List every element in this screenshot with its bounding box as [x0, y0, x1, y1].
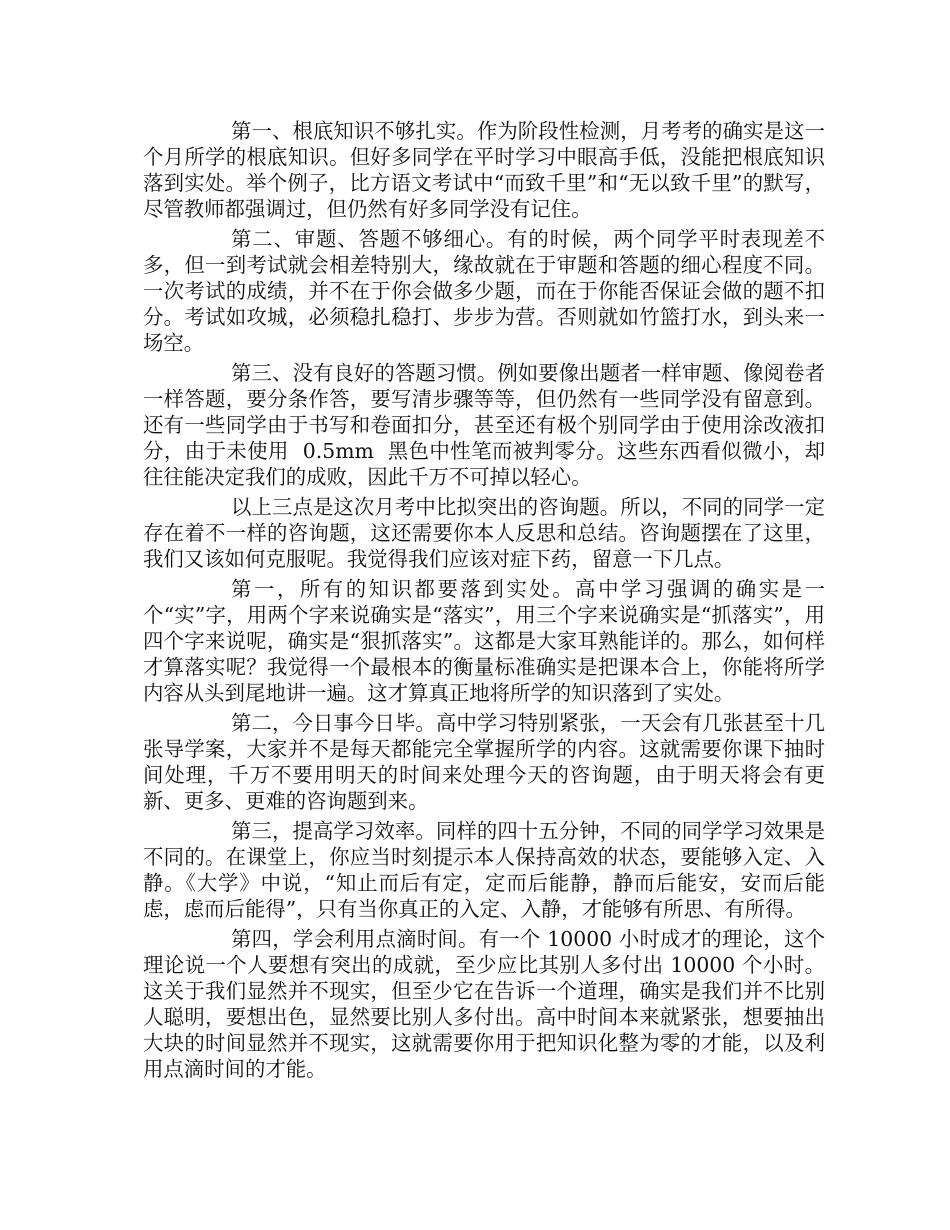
- paragraph-5: 第一，所有的知识都要落到实处。高中学习强调的确实是一个“实”字，用两个字来说确实是“落实”，用三个字来说确实是“抓落实”，用四个字来说呢，确实是“狠抓落实”。这都是大家耳熟能详的。那么，如何样才算落实呢？我觉得一个最根本的衡量标准确实是把课本合上，你能将所学内容从头到尾地讲一遍。这才算真正地将所学的知识落到了实处。: [143, 577, 825, 705]
- paragraph-7: 第三，提高学习效率。同样的四十五分钟，不同的同学学习效果是不同的。在课堂上，你应当时刻提示本人保持高效的状态，要能够入定、入静。《大学》中说，“知止而后有定，定而后能静，静而后能安，安而后能虑，虑而后能得”，只有当你真正的入定、入静，才能够有所思、有所得。: [143, 819, 825, 921]
- paragraph-2: 第二、审题、答题不够细心。有的时候，两个同学平时表现差不多，但一到考试就会相差特别大，缘故就在于审题和答题的细心程度不同。一次考试的成绩，并不在于你会做多少题，而在于你能否保证会做的题不扣分。考试如攻城，必须稳扎稳打、步步为营。否则就如竹篮打水，到头来一场空。: [143, 227, 825, 355]
- paragraph-3: 第三、没有良好的答题习惯。例如要像出题者一样审题、像阅卷者一样答题，要分条作答，要写清步骤等等，但仍然有一些同学没有留意到。还有一些同学由于书写和卷面扣分，甚至还有极个别同学由于使用涂改液扣分，由于未使用 0.5mm 黑色中性笔而被判零分。这些东西看似微小，却往往能决定我们的成败，因此千万不可掉以轻心。: [143, 361, 825, 489]
- paragraph-4: 以上三点是这次月考中比拟突出的咨询题。所以，不同的同学一定存在着不一样的咨询题，这还需要你本人反思和总结。咨询题摆在了这里，我们又该如何克服呢。我觉得我们应该对症下药，留意一下几点。: [143, 495, 825, 571]
- paragraph-6: 第二，今日事今日毕。高中学习特别紧张，一天会有几张甚至十几张导学案，大家并不是每天都能完全掌握所学的内容。这就需要你课下抽时间处理，千万不要用明天的时间来处理今天的咨询题，由于明天将会有更新、更多、更难的咨询题到来。: [143, 711, 825, 813]
- paragraph-8: 第四，学会利用点滴时间。有一个 10000 小时成才的理论，这个理论说一个人要想有突出的成就，至少应比其别人多付出 10000 个小时。这关于我们显然并不现实，但至少它在告诉一个道理，确实是我们并不比别人聪明，要想出色，显然要比别人多付出。高中时间本来就紧张，想要抽出大块的时间显然并不现实，这就需要你用于把知识化整为零的才能，以及利用点滴时间的才能。: [143, 927, 825, 1081]
- paragraph-1: 第一、根底知识不够扎实。作为阶段性检测，月考考的确实是这一个月所学的根底知识。但好多同学在平时学习中眼高手低，没能把根底知识落到实处。举个例子，比方语文考试中“而致千里”和“无以致千里”的默写，尽管教师都强调过，但仍然有好多同学没有记住。: [143, 119, 825, 221]
- document-body: [143, 118, 825, 1086]
